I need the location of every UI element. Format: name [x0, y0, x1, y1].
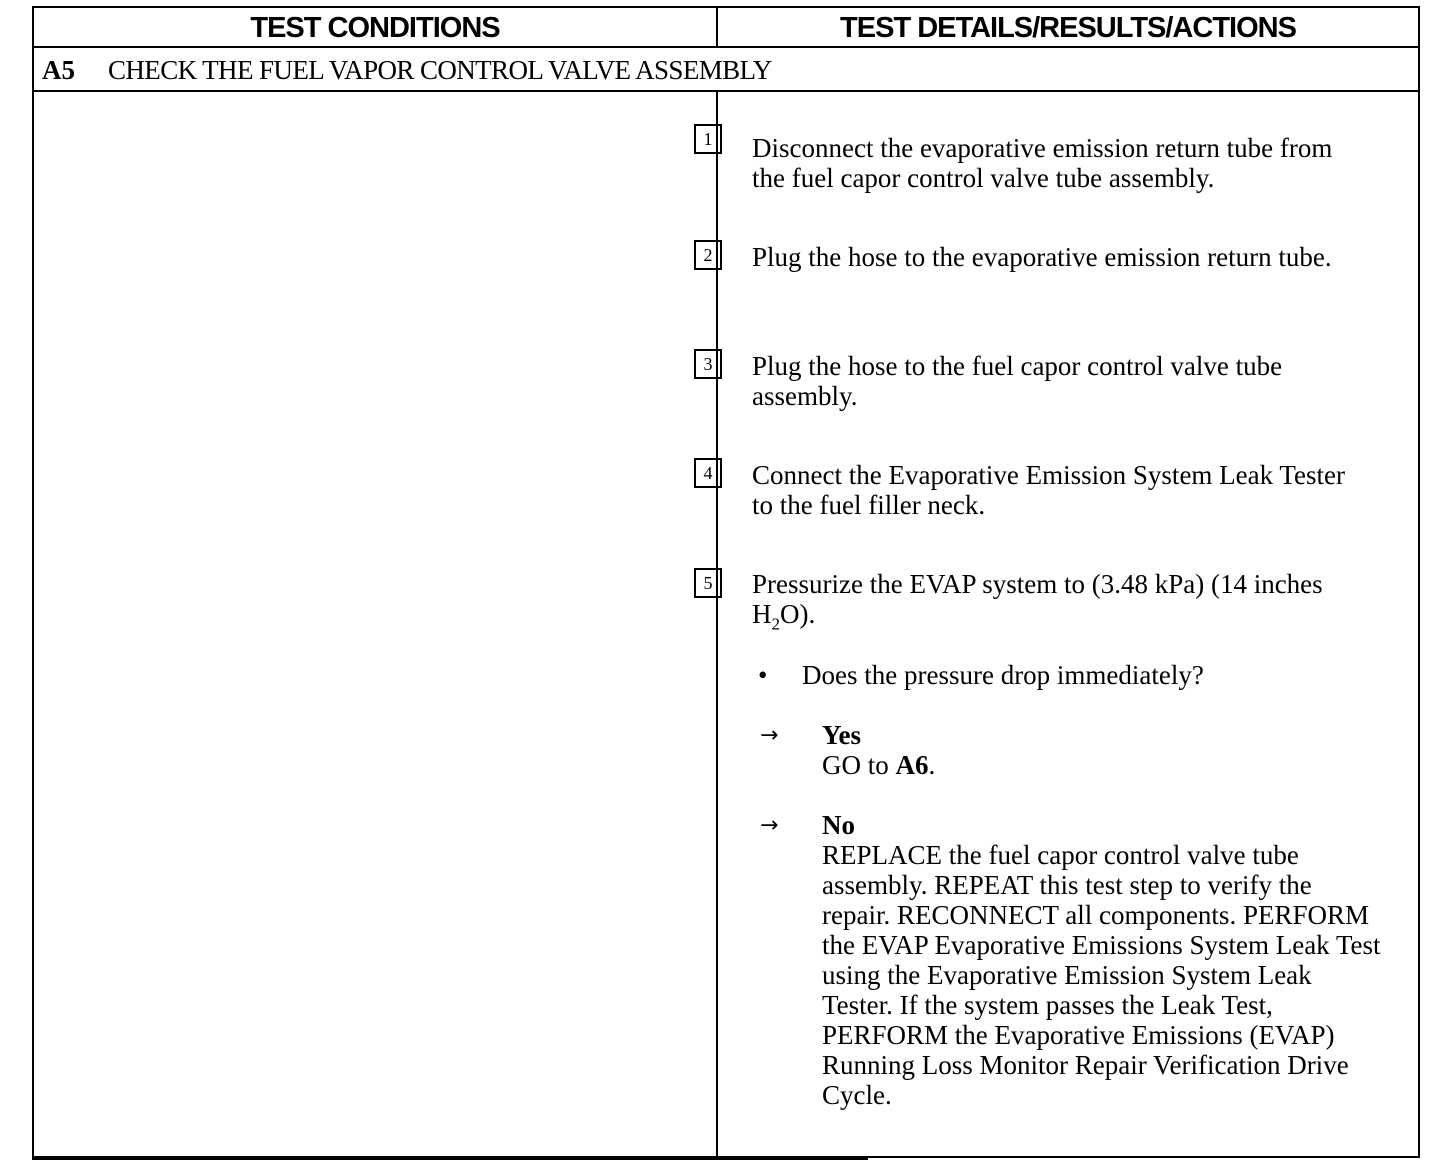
section-row [34, 48, 1418, 92]
step-text-5-subscript: 2 [771, 614, 780, 634]
result-yes-action-text: GO to [822, 750, 896, 780]
no-arrow-icon: → [760, 813, 779, 838]
question-bullet: • [758, 660, 768, 690]
step-text-1: Disconnect the evaporative emission return tube from the fuel capor control valve tube assembly. [752, 133, 1333, 193]
result-yes-action-ref: A6 [895, 750, 929, 780]
step-text-2: Plug the hose to the evaporative emission return tube. [752, 242, 1332, 272]
step-text-5-main: Pressurize the EVAP system to (3.48 kPa) (14 inches H [752, 569, 1323, 629]
test-conditions-heading: TEST CONDITIONS [250, 12, 500, 44]
step-number-3: 3 [694, 349, 722, 379]
bottom-rule [32, 1158, 868, 1160]
result-no-label: No [822, 810, 855, 840]
result-no [822, 810, 1382, 1110]
step-text-5-tail: O). [780, 599, 816, 629]
section-title: CHECK THE FUEL VAPOR CONTROL VALVE ASSEMBLY [108, 55, 772, 85]
result-yes [822, 720, 1382, 780]
test-details-heading: TEST DETAILS/RESULTS/ACTIONS [840, 12, 1296, 44]
result-no-action: REPLACE the fuel capor control valve tube assembly. REPEAT this test step to verify the repair. RECONNECT all components. PERFORM the EVAP Evaporative Emissions System Leak Test using the Evaporative Emission System Leak Tester. If the system passes the Leak Test, PERFORM the Evaporative Emissions (EVAP) Running Loss Monitor Repair Verification Drive Cycle. [822, 840, 1381, 1110]
step-number-2: 2 [694, 240, 722, 270]
yes-arrow-icon: → [760, 723, 779, 748]
step-text-5 [752, 569, 1372, 634]
step-number-1: 1 [694, 124, 722, 154]
step-text-3: Plug the hose to the fuel capor control valve tube assembly. [752, 351, 1283, 411]
result-yes-action-end: . [928, 750, 936, 780]
step-text-4: Connect the Evaporative Emission System Leak Tester to the fuel filler neck. [752, 460, 1345, 520]
step-number-5: 5 [694, 568, 722, 598]
result-yes-label: Yes [822, 720, 861, 750]
result-yes-action [822, 750, 1382, 780]
header-column-divider [716, 8, 718, 48]
step-number-4: 4 [694, 458, 722, 488]
section-code: A5 [42, 55, 75, 85]
question-text: Does the pressure drop immediately? [802, 660, 1204, 690]
table-header [34, 8, 1418, 48]
